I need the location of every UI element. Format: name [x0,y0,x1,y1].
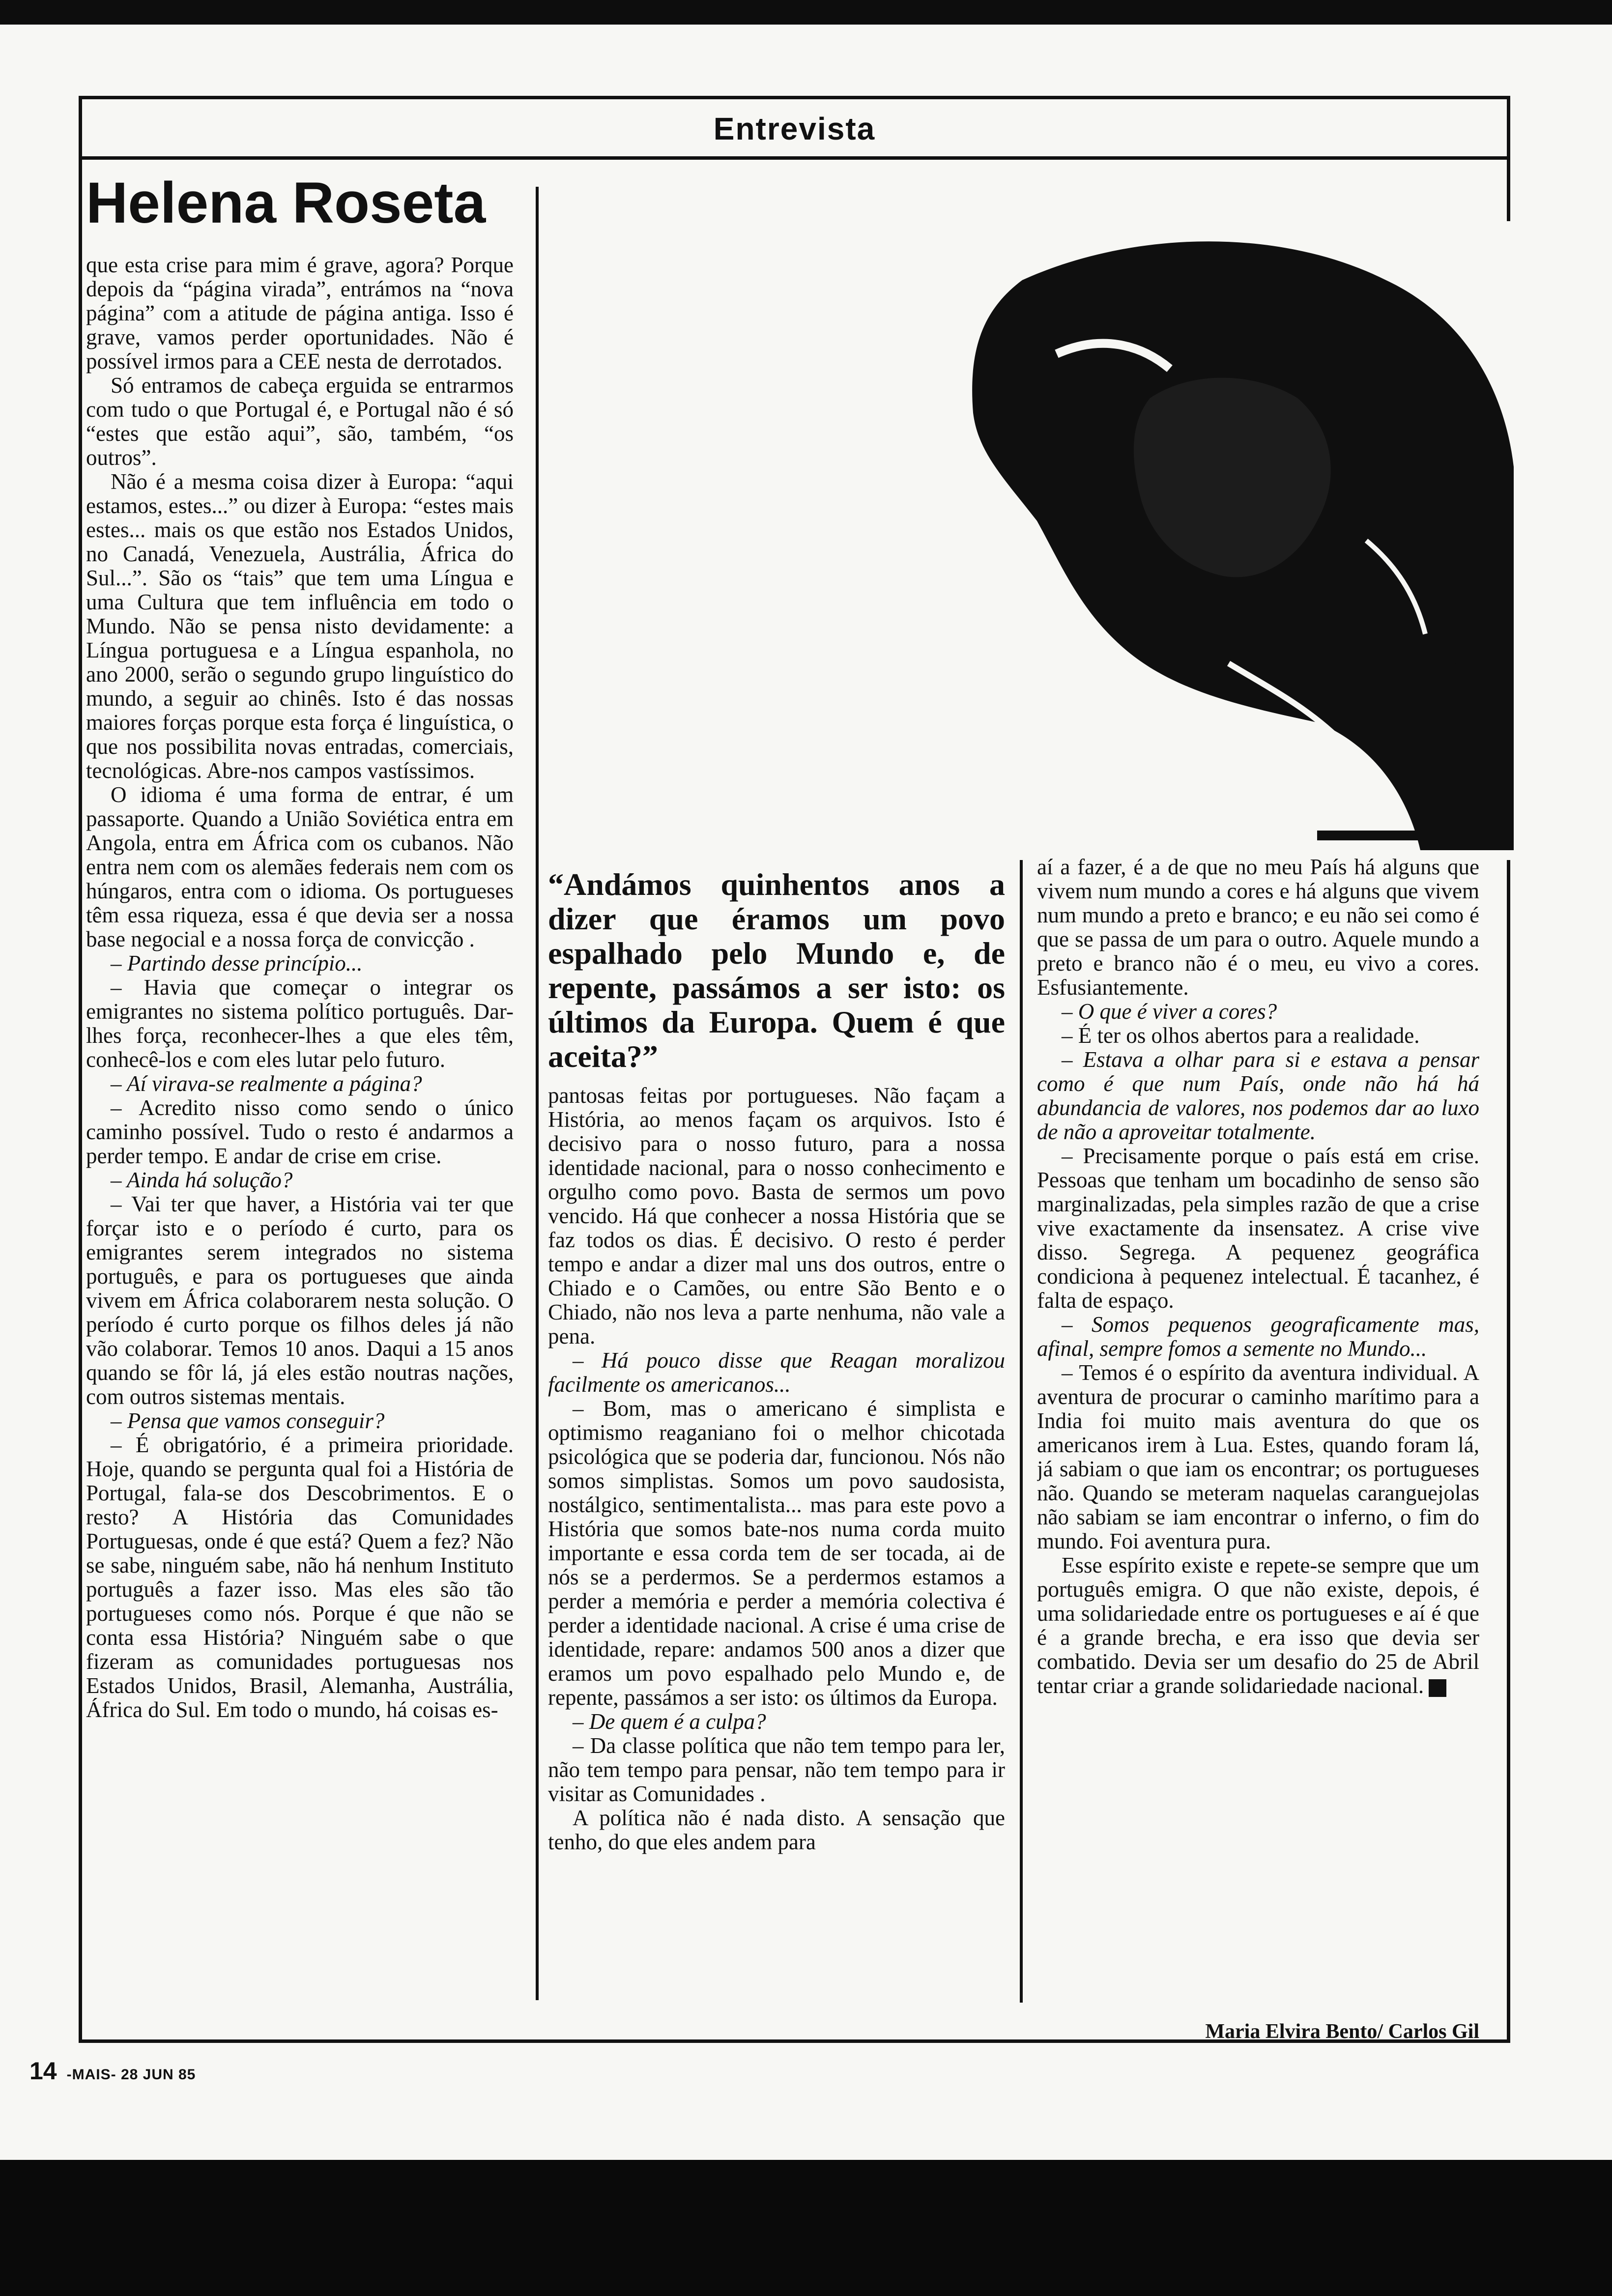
byline-credit: Maria Elvira Bento/ Carlos Gil [1205,2020,1479,2043]
closing-paragraph: Esse espírito existe e repete-se sempre que um português emigra. O que não existe, depois, é uma solidariedade entre os portugueses e aí é que é a grande brecha, e era isso que devia ser combatido. Devia ser um desafio do 25 de Abril tentar criar a grande solidariedade nacional. [1037,1553,1479,1698]
column-rule-left [536,187,539,2000]
interview-question: – Há pouco disse que Reagan moralizou facilmente os americanos... [548,1348,1005,1397]
interview-question: – Pensa que vamos conseguir? [111,1408,385,1433]
scan-top-edge [0,0,1612,25]
paragraph: – É ter os olhos abertos para a realidade. [1062,1023,1420,1048]
interview-question: – De quem é a culpa? [573,1709,766,1734]
section-label: Entrevista [713,111,876,146]
interview-question: – Ainda há solução? [111,1168,293,1192]
interview-question: – Aí virava-se realmente a página? [111,1071,422,1096]
paragraph: O idioma é uma forma de entrar, é um passaporte. Quando a União Soviética entra em Angola, entra em África com os cubanos. Não entra nem com os alemães federais nem com os húngaros, entra com o idioma. Os portugueses têm essa riqueza, essa é que devia ser a nossa base negocial e a nossa força de convicção . [86,782,514,951]
paragraph: – Precisamente porque o país está em crise. Pessoas que tenham um bocadinho de senso são marginalizadas, pela simples razão de que a crise vive exactamente da insensatez. A crise vive disso. Segrega. A pequenez geográfica condiciona à pequenez intelectual. É tacanhez, é falta de espaço. [1037,1144,1479,1313]
page-footer [29,2057,196,2085]
paragraph: – Temos é o espírito da aventura individual. A aventura de procurar o caminho marítimo para a India foi muito mais aventura do que os americanos irem à Lua. Estes, quando foram lá, já sabiam o que iam os encontrar; os portugueses não. Quando se meteram naquelas caranguejolas não sabiam se iam encontrar o inferno, o fim do mundo. Foi aventura pura. [1037,1360,1479,1553]
interview-question: – Somos pequenos geograficamente mas, afinal, sempre fomos a semente no Mundo... [1037,1312,1479,1361]
paragraph: – Acredito nisso como sendo o único caminho possível. Tudo o resto é andarmos a perder tempo. E andar de crise em crise. [86,1095,514,1168]
portrait-photo [875,221,1519,860]
article-title: Helena Roseta [86,171,486,235]
issue-date: -MAIS- 28 JUN 85 [66,2066,196,2083]
paragraph: A política não é nada disto. A sensação que tenho, do que eles andem para [548,1806,1005,1854]
interview-question: – O que é viver a cores? [1062,999,1277,1024]
paragraph: que esta crise para mim é grave, agora? Porque depois da “página virada”, entrámos na “nova página” com a atitude de página antiga. Isso é grave, vamos perder oportunidades. Não é possível irmos para a CEE nesta de derrotados. [86,253,514,373]
section-header [79,96,1510,160]
paragraph: – É obrigatório, é a primeira prioridade. Hoje, quando se pergunta qual foi a História de Portugal, fala-se dos Descobrimentos. E o resto? A História das Comunidades Portuguesas, onde é que está? Quem a fez? Não se sabe, ninguém sabe, não há nenhum Instituto português a fazer isso. Mas eles são tão portugueses como nós. Porque é que não se conta essa História? Ninguém sabe o que fizeram as comunidades portuguesas nos Estados Unidos, Brasil, Alemanha, Austrália, África do Sul. Em todo o mundo, há coisas es- [86,1433,514,1722]
column-rule-right [1020,858,1023,2003]
interview-question: – Estava a olhar para si e estava a pensar como é que num País, onde não há há abundancia de valores, nos podemos dar ao luxo de não a aproveitar totalmente. [1037,1047,1479,1144]
paragraph: – Bom, mas o americano é simplista e optimismo reaganiano foi o melhor chicotada psicológica que se poderia dar, funcionou. Nós não somos simplistas. Somos um povo saudosista, nostálgico, sentimentalista... mas para este povo a História que somos bate-nos numa corda muito importante e essa corda tem de ser tocada, ai de nós se a perdermos. Se a perdermos estamos a perder a memória e perder a memória colectiva é perder a identidade nacional. A crise é uma crise de identidade, repare: andamos 500 anos a dizer que eramos um povo espalhado pelo Mundo e, de repente, passámos a ser isto: os últimos da Europa. [548,1396,1005,1710]
paragraph [1037,1553,1479,1698]
article-column-1 [86,253,514,2017]
paragraph: – Havia que começar o integrar os emigrantes no sistema político português. Dar-lhes força, reconhecer-lhes a que eles têm, conhecê-los e com eles lutar pelo futuro. [86,975,514,1072]
article-column-2 [548,1084,1005,2052]
paragraph: pantosas feitas por portugueses. Não façam a História, ao menos façam os arquivos. Isto é decisivo para o nosso futuro, para a nossa identidade nacional, para o nosso conhecimento e orgulho como povo. Basta de sermos um povo vencido. Há que conhecer a nossa História que se faz todos os dias. É decisivo. O resto é perder tempo e andar a dizer mal uns dos outros, entre o Chiado e o Camões, ou entre São Bento e o Chiado, não nos leva a parte nenhuma, não vale a pena. [548,1084,1005,1349]
paragraph: aí a fazer, é a de que no meu País há alguns que vivem num mundo a cores e há alguns que vivem num mundo a preto e branco; e eu não sei como é que se passa de um para o outro. Aquele mundo a preto e branco não é o meu, eu vivo a cores. Esfusiantemente. [1037,855,1479,1000]
page-number: 14 [29,2057,57,2085]
paragraph: – Da classe política que não tem tempo para ler, não tem tempo para pensar, não tem tempo para ir visitar as Comunidades . [548,1733,1005,1806]
interview-question: – Partindo desse princípio... [111,951,363,976]
end-of-article-icon [1429,1679,1446,1697]
paragraph: Só entramos de cabeça erguida se entrarmos com tudo o que Portugal é, e Portugal não é só “estes que estão aqui”, são, também, “os outros”. [86,373,514,470]
paragraph: – Vai ter que haver, a História vai ter que forçar isto e o período é curto, para os emigrantes serem integrados no sistema português, e para os portugueses que ainda vivem em África colaborarem nesta solução. O período é curto porque os filhos deles já não vão colaborar. Temos 10 anos. Daqui a 15 anos quando se fôr lá, já eles estão noutras nações, com outros sistemas mentais. [86,1192,514,1409]
scan-bottom-edge [0,2160,1612,2296]
paragraph: Não é a mesma coisa dizer à Europa: “aqui estamos, estes...” ou dizer à Europa: “estes mais estes... mais os que estão nos Estados Unidos, no Canadá, Venezuela, Austrália, África do Sul...”. São os “tais” que tem uma Língua e uma Cultura que tem influência em todo o Mundo. Não se pensa nisto devidamente: a Língua portuguesa e a Língua espanhola, no ano 2000, serão o segundo grupo linguístico do mundo, a seguir ao chinês. Isto é das nossas maiores forças porque esta força é linguística, o que nos possibilita novas entradas, comerciais, tecnológicas. Abre-nos campos vastíssimos. [86,469,514,783]
pull-quote: “Andámos quinhentos anos a dizer que éramos um povo espalhado pelo Mundo e, de repente, passámos a ser isto: os últimos da Europa. Quem é que aceita?” [548,867,1005,1074]
article-column-3 [1037,855,1479,1966]
